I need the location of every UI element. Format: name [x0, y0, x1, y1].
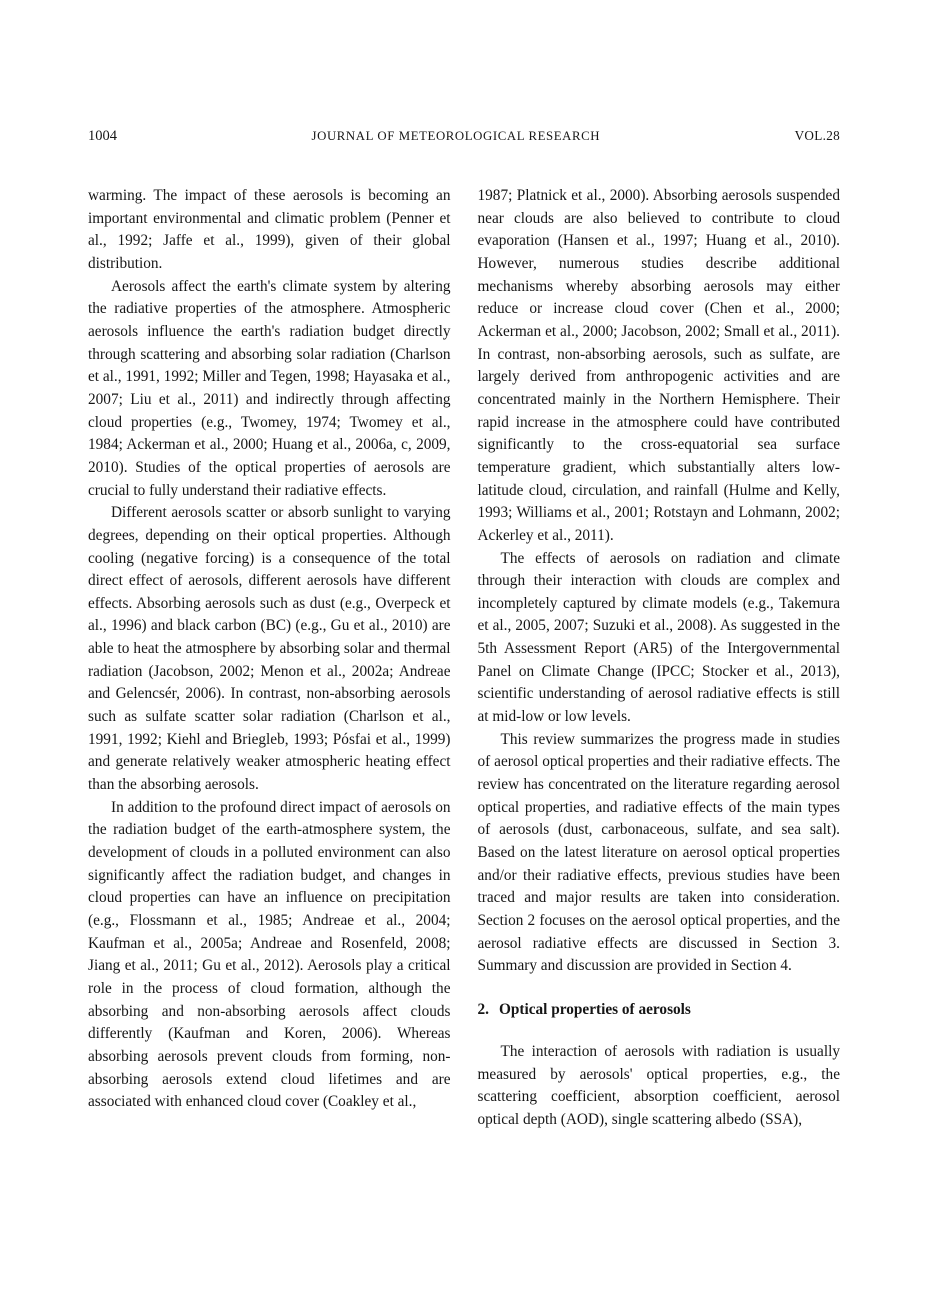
- paragraph: In addition to the profound direct impact of aerosols on the radiation budget of the earth-atmosphere system, the development of clouds in a polluted environment can also significantly affect the radiation budget, and changes in cloud properties can have an influence on precipitation (e.g., Flossmann et al., 1985; Andreae et al., 2004; Kaufman et al., 2005a; Andreae and Rosenfeld, 2008; Jiang et al., 2011; Gu et al., 2012). Aerosols play a critical role in the process of cloud formation, although the absorbing and non-absorbing aerosols affect clouds differently (Kaufman and Koren, 2006). Whereas absorbing aerosols prevent clouds from forming, non-absorbing aerosols extend cloud lifetimes and are associated with enhanced cloud cover (Coakley et al.,: [88, 798, 451, 1111]
- running-header: [88, 128, 840, 145]
- paragraph-continuation: warming. The impact of these aerosols is becoming an important environmental and climatic problem (Penner et al., 1992; Jaffe et al., 1999), given of their global distribution.: [88, 187, 451, 272]
- section-number: 2.: [477, 1000, 489, 1018]
- paragraph: Different aerosols scatter or absorb sunlight to varying degrees, depending on their optical properties. Although cooling (negative forcing) is a consequence of the total direct effect of aerosols, different aerosols have different effects. Absorbing aerosols such as dust (e.g., Overpeck et al., 1996) and black carbon (BC) (e.g., Gu et al., 2010) are able to heat the atmosphere by absorbing solar and thermal radiation (Jacobson, 2002; Menon et al., 2002a; Andreae and Gelencsér, 2006). In contrast, non-absorbing aerosols such as sulfate scatter solar radiation (Charlson et al., 1991, 1992; Kiehl and Briegleb, 1993; Pósfai et al., 1999) and generate relatively weaker atmospheric heating effect than the absorbing aerosols.: [88, 504, 451, 794]
- section-title: Optical properties of aerosols: [498, 1000, 691, 1018]
- section-heading: [478, 999, 841, 1021]
- page-number: 1004: [88, 128, 117, 144]
- paragraph: The effects of aerosols on radiation and climate through their interaction with clouds are complex and incompletely captured by climate models (e.g., Takemura et al., 2005, 2007; Suzuki et al., 2008). As suggested in the 5th Assessment Report (AR5) of the Intergovernmental Panel on Climate Change (IPCC; Stocker et al., 2013), scientific understanding of aerosol radiative effects is still at mid-low or low levels.: [477, 549, 840, 726]
- paragraph: This review summarizes the progress made in studies of aerosol optical properties and their radiative effects. The review has concentrated on the literature regarding aerosol optical properties, and radiative effects of the main types of aerosols (dust, carbonaceous, sulfate, and sea salt). Based on the latest literature on aerosol optical properties and/or their radiative effects, previous studies have been traced and major results are taken into consideration. Section 2 focuses on the aerosol optical properties, and the aerosol radiative effects are discussed in Section 3. Summary and discussion are provided in Section 4.: [477, 730, 840, 975]
- paragraph: The interaction of aerosols with radiation is usually measured by aerosols' optical properties, e.g., the scattering coefficient, absorption coefficient, aerosol optical depth (AOD), single scattering albedo (SSA),: [477, 1042, 840, 1128]
- paragraph-continuation: 1987; Platnick et al., 2000). Absorbing aerosols suspended near clouds are also believed to contribute to cloud evaporation (Hansen et al., 1997; Huang et al., 2010). However, numerous studies describe additional mechanisms whereby absorbing aerosols may either reduce or increase cloud cover (Chen et al., 2000; Ackerman et al., 2000; Jacobson, 2002; Small et al., 2011). In contrast, non-absorbing aerosols, such as sulfate, are largely derived from anthropogenic activities and are concentrated mainly in the Northern Hemisphere. Their rapid increase in the atmosphere could have contributed significantly to the cross-equatorial sea surface temperature gradient, which substantially alters low-latitude cloud, circulation, and rainfall (Hulme and Kelly, 1993; Williams et al., 2001; Rotstayn and Lohmann, 2002; Ackerley et al., 2011).: [477, 187, 840, 544]
- volume-label: VOL.28: [794, 128, 840, 143]
- right-column: [478, 185, 841, 1132]
- paragraph: Aerosols affect the earth's climate system by altering the radiative properties of the atmosphere. Atmospheric aerosols influence the earth's radiation budget directly through scattering and absorbing solar radiation (Charlson et al., 1991, 1992; Miller and Tegen, 1998; Hayasaka et al., 2007; Liu et al., 2011) and indirectly through affecting cloud properties (e.g., Twomey, 1974; Twomey et al., 1984; Ackerman et al., 2000; Huang et al., 2006a, c, 2009, 2010). Studies of the optical properties of aerosols are crucial to fully understand their radiative effects.: [88, 277, 451, 499]
- two-column-body: [88, 185, 840, 1132]
- journal-title: JOURNAL OF METEOROLOGICAL RESEARCH: [311, 129, 601, 143]
- left-column: [88, 185, 451, 1132]
